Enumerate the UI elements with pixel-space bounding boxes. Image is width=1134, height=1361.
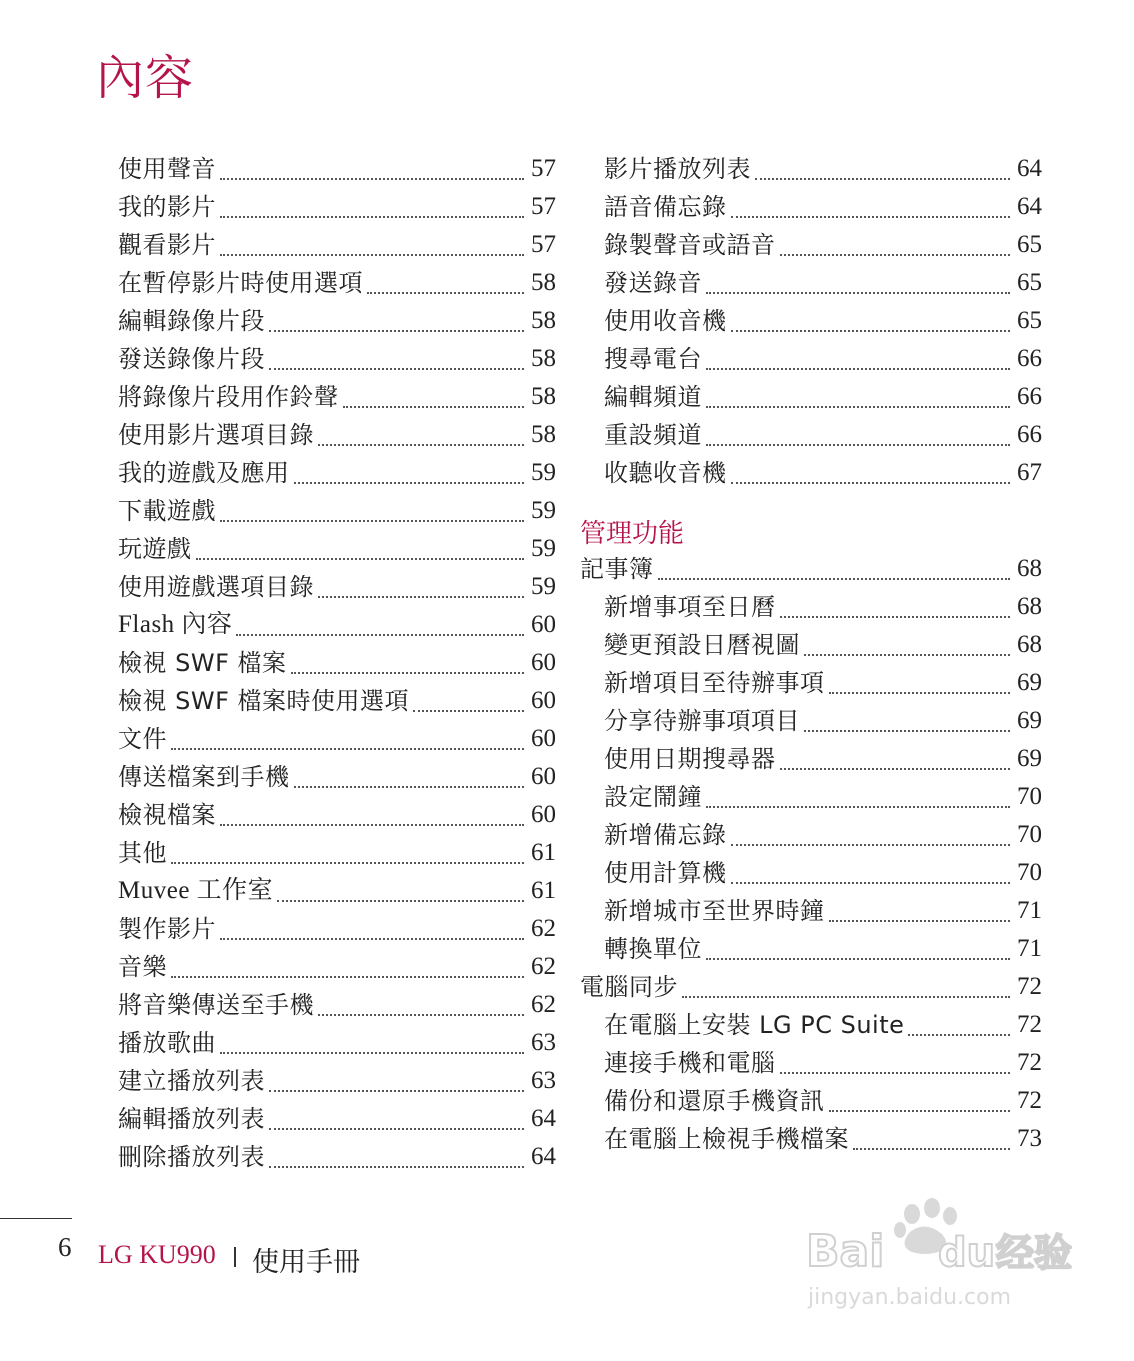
toc-entry-label: 錄製聲音或語音 xyxy=(604,231,776,259)
toc-entry xyxy=(118,1138,556,1176)
toc-entry xyxy=(580,854,1042,892)
toc-entry-label: 將錄像片段用作鈴聲 xyxy=(118,383,339,411)
toc-entry-page: 65 xyxy=(1017,269,1042,296)
toc-dot-leader xyxy=(755,177,1010,180)
toc-entry xyxy=(580,550,1042,588)
toc-entry xyxy=(580,740,1042,778)
toc-entry-page: 72 xyxy=(1017,1011,1042,1038)
svg-text:Bai: Bai xyxy=(806,1226,885,1277)
toc-entry-label: 新增備忘錄 xyxy=(604,821,727,849)
toc-dot-leader xyxy=(731,881,1011,884)
toc-entry-label: 在電腦上檢視手機檔案 xyxy=(604,1125,849,1153)
toc-entry-label: 將音樂傳送至手機 xyxy=(118,991,314,1019)
toc-entry-label: Muvee 工作室 xyxy=(118,877,274,904)
toc-entry-label: 搜尋電台 xyxy=(604,345,702,373)
toc-dot-leader xyxy=(269,367,524,370)
toc-entry-page: 69 xyxy=(1017,707,1042,734)
page-title: 內容 xyxy=(96,50,195,106)
toc-dot-leader xyxy=(367,291,524,294)
toc-entry xyxy=(580,1044,1042,1082)
toc-entry xyxy=(580,1120,1042,1158)
toc-entry xyxy=(580,930,1042,968)
footer-page-number: 6 xyxy=(58,1232,72,1262)
toc-dot-leader xyxy=(413,709,524,712)
toc-entry-page: 66 xyxy=(1017,421,1042,448)
toc-entry-label: 使用聲音 xyxy=(118,155,216,183)
toc-entry-label: 重設頻道 xyxy=(604,421,702,449)
toc-dot-leader xyxy=(343,405,525,408)
toc-entry-label: 編輯錄像片段 xyxy=(118,307,265,335)
toc-entry-page: 57 xyxy=(531,193,556,220)
toc-entry-label: 傳送檔案到手機 xyxy=(118,763,290,791)
toc-entry-page: 72 xyxy=(1017,1049,1042,1076)
toc-entry-page: 60 xyxy=(531,687,556,714)
toc-entry xyxy=(580,968,1042,1006)
toc-entry xyxy=(580,302,1042,340)
toc-dot-leader xyxy=(318,443,524,446)
toc-entry-label: 刪除播放列表 xyxy=(118,1143,265,1171)
toc-entry-label: 製作影片 xyxy=(118,915,216,943)
toc-entry-page: 58 xyxy=(531,421,556,448)
toc-entry xyxy=(118,682,556,720)
svg-text:jingyan.baidu.com: jingyan.baidu.com xyxy=(808,1285,1012,1310)
toc-dot-leader xyxy=(731,329,1011,332)
toc-entry-label: Flash 內容 xyxy=(118,611,233,638)
toc-entry-label: 新增城市至世界時鐘 xyxy=(604,897,825,925)
toc-entry-page: 58 xyxy=(531,383,556,410)
toc-dot-leader xyxy=(220,1051,524,1054)
toc-entry xyxy=(118,910,556,948)
toc-dot-leader xyxy=(706,957,1010,960)
toc-dot-leader xyxy=(682,995,1010,998)
toc-entry-page: 73 xyxy=(1017,1125,1042,1152)
toc-dot-leader xyxy=(829,1109,1011,1112)
toc-entry-label: 發送錄像片段 xyxy=(118,345,265,373)
toc-entry-page: 72 xyxy=(1017,1087,1042,1114)
toc-dot-leader xyxy=(780,1071,1011,1074)
svg-text:du: du xyxy=(938,1230,996,1276)
toc-entry xyxy=(118,378,556,416)
toc-dot-leader xyxy=(277,899,524,902)
toc-entry-label: 在電腦上安裝 LG PC Suite xyxy=(604,1011,905,1039)
toc-entry xyxy=(118,226,556,264)
toc-right-column xyxy=(580,150,1042,1158)
toc-entry xyxy=(118,568,556,606)
toc-dot-leader xyxy=(269,1089,524,1092)
toc-dot-leader xyxy=(291,671,524,674)
toc-entry-label: 新增事項至日曆 xyxy=(604,593,776,621)
toc-entry-label: 觀看影片 xyxy=(118,231,216,259)
toc-dot-leader xyxy=(220,823,524,826)
toc-dot-leader xyxy=(706,443,1010,446)
toc-entry-page: 61 xyxy=(531,877,556,904)
toc-entry-page: 67 xyxy=(1017,459,1042,486)
baidu-paw-icon xyxy=(800,1196,1100,1316)
toc-entry-page: 59 xyxy=(531,459,556,486)
toc-entry-page: 59 xyxy=(531,497,556,524)
toc-entry-page: 72 xyxy=(1017,973,1042,1000)
toc-entry-label: 其他 xyxy=(118,839,167,867)
toc-entry-label: 玩遊戲 xyxy=(118,535,192,563)
toc-entry-page: 66 xyxy=(1017,345,1042,372)
toc-entry xyxy=(580,664,1042,702)
toc-entry-label: 分享待辦事項項目 xyxy=(604,707,800,735)
toc-entry-label: 記事簿 xyxy=(580,555,654,583)
toc-entry-label: 轉換單位 xyxy=(604,935,702,963)
toc-entry-page: 60 xyxy=(531,763,556,790)
toc-entry-page: 64 xyxy=(1017,193,1042,220)
toc-entry xyxy=(580,1082,1042,1120)
toc-entry-page: 61 xyxy=(531,839,556,866)
toc-entry xyxy=(118,492,556,530)
toc-entry xyxy=(118,948,556,986)
toc-entry-page: 70 xyxy=(1017,859,1042,886)
toc-entry-page: 68 xyxy=(1017,593,1042,620)
toc-entry-label: 編輯播放列表 xyxy=(118,1105,265,1133)
toc-entry-label: 我的影片 xyxy=(118,193,216,221)
toc-dot-leader xyxy=(269,1165,524,1168)
toc-entry xyxy=(580,226,1042,264)
toc-entry xyxy=(118,1024,556,1062)
toc-entry-label: 設定鬧鐘 xyxy=(604,783,702,811)
toc-entry-page: 59 xyxy=(531,573,556,600)
toc-entry-page: 68 xyxy=(1017,631,1042,658)
toc-entry-label: 在暫停影片時使用選項 xyxy=(118,269,363,297)
footer-model: LG KU990 xyxy=(98,1240,216,1269)
toc-dot-leader xyxy=(829,691,1011,694)
toc-dot-leader xyxy=(706,367,1010,370)
toc-entry xyxy=(118,264,556,302)
toc-entry xyxy=(118,416,556,454)
toc-entry-label: 使用收音機 xyxy=(604,307,727,335)
baidu-watermark-logo xyxy=(800,1196,1100,1316)
toc-entry-page: 59 xyxy=(531,535,556,562)
toc-entry-label: 發送錄音 xyxy=(604,269,702,297)
toc-dot-leader xyxy=(220,519,524,522)
toc-dot-leader xyxy=(220,215,524,218)
toc-entry-page: 63 xyxy=(531,1029,556,1056)
toc-entry xyxy=(580,416,1042,454)
toc-entry-label: 收聽收音機 xyxy=(604,459,727,487)
toc-entry xyxy=(118,530,556,568)
toc-entry xyxy=(580,816,1042,854)
toc-entry-label: 播放歌曲 xyxy=(118,1029,216,1057)
toc-entry-page: 69 xyxy=(1017,745,1042,772)
toc-dot-leader xyxy=(804,653,1010,656)
toc-entry xyxy=(580,588,1042,626)
toc-entry-page: 57 xyxy=(531,155,556,182)
toc-entry-page: 64 xyxy=(1017,155,1042,182)
toc-entry xyxy=(118,340,556,378)
toc-dot-leader xyxy=(706,291,1010,294)
toc-dot-leader xyxy=(853,1147,1010,1150)
toc-dot-leader xyxy=(780,615,1011,618)
toc-entry xyxy=(118,1100,556,1138)
toc-entry-label: 連接手機和電腦 xyxy=(604,1049,776,1077)
toc-entry xyxy=(580,892,1042,930)
toc-entry-page: 63 xyxy=(531,1067,556,1094)
toc-entry xyxy=(118,606,556,644)
toc-entry xyxy=(118,302,556,340)
toc-entry-page: 60 xyxy=(531,801,556,828)
svg-text:经验: 经验 xyxy=(996,1231,1073,1275)
toc-dot-leader xyxy=(269,1127,524,1130)
toc-dot-leader xyxy=(706,805,1010,808)
footer-rule xyxy=(0,1218,72,1219)
toc-entry-label: 音樂 xyxy=(118,953,167,981)
toc-dot-leader xyxy=(706,405,1010,408)
toc-entry-label: 使用計算機 xyxy=(604,859,727,887)
toc-dot-leader xyxy=(196,557,525,560)
toc-entry xyxy=(118,1062,556,1100)
toc-right-bottom-group xyxy=(580,550,1042,1158)
toc-entry-page: 69 xyxy=(1017,669,1042,696)
toc-dot-leader xyxy=(780,767,1011,770)
toc-entry xyxy=(118,454,556,492)
toc-entry-page: 65 xyxy=(1017,307,1042,334)
toc-entry xyxy=(580,454,1042,492)
toc-dot-leader xyxy=(236,633,524,636)
toc-entry-page: 70 xyxy=(1017,783,1042,810)
toc-entry-page: 58 xyxy=(531,307,556,334)
toc-entry xyxy=(580,778,1042,816)
toc-right-top-group xyxy=(580,150,1042,492)
toc-dot-leader xyxy=(171,975,524,978)
toc-entry xyxy=(118,834,556,872)
toc-entry-page: 71 xyxy=(1017,935,1042,962)
toc-entry xyxy=(118,188,556,226)
toc-dot-leader xyxy=(780,253,1011,256)
toc-dot-leader xyxy=(731,215,1011,218)
toc-entry-label: 新增項目至待辦事項 xyxy=(604,669,825,697)
toc-entry-page: 60 xyxy=(531,611,556,638)
toc-dot-leader xyxy=(731,481,1011,484)
toc-entry-page: 58 xyxy=(531,269,556,296)
toc-entry xyxy=(118,150,556,188)
toc-entry-label: 電腦同步 xyxy=(580,973,678,1001)
toc-dot-leader xyxy=(318,1013,524,1016)
toc-entry-page: 60 xyxy=(531,725,556,752)
toc-entry xyxy=(580,188,1042,226)
toc-dot-leader xyxy=(294,481,525,484)
toc-dot-leader xyxy=(318,595,524,598)
footer-manual: 使用手冊 xyxy=(252,1247,360,1278)
footer-separator xyxy=(234,1247,236,1267)
toc-entry-page: 62 xyxy=(531,991,556,1018)
toc-dot-leader xyxy=(804,729,1010,732)
toc-entry xyxy=(118,758,556,796)
toc-entry xyxy=(580,264,1042,302)
toc-entry-page: 64 xyxy=(531,1105,556,1132)
toc-entry xyxy=(580,1006,1042,1044)
toc-entry-page: 64 xyxy=(531,1143,556,1170)
toc-dot-leader xyxy=(658,577,1011,580)
toc-entry-label: 檢視 SWF 檔案時使用選項 xyxy=(118,687,410,715)
toc-dot-leader xyxy=(220,253,524,256)
toc-entry-page: 62 xyxy=(531,915,556,942)
toc-entry-label: 變更預設日曆視圖 xyxy=(604,631,800,659)
toc-dot-leader xyxy=(171,747,524,750)
toc-entry xyxy=(580,626,1042,664)
toc-entry-label: 編輯頻道 xyxy=(604,383,702,411)
toc-entry-page: 58 xyxy=(531,345,556,372)
toc-entry xyxy=(118,644,556,682)
toc-entry-label: 文件 xyxy=(118,725,167,753)
toc-dot-leader xyxy=(908,1033,1010,1036)
toc-entry-page: 68 xyxy=(1017,555,1042,582)
toc-entry xyxy=(580,702,1042,740)
toc-dot-leader xyxy=(294,785,525,788)
toc-entry-label: 我的遊戲及應用 xyxy=(118,459,290,487)
toc-entry-page: 70 xyxy=(1017,821,1042,848)
toc-dot-leader xyxy=(220,937,524,940)
toc-entry-label: 建立播放列表 xyxy=(118,1067,265,1095)
toc-entry-label: 下載遊戲 xyxy=(118,497,216,525)
toc-entry xyxy=(580,378,1042,416)
toc-dot-leader xyxy=(220,177,524,180)
toc-dot-leader xyxy=(731,843,1011,846)
toc-entry xyxy=(580,150,1042,188)
toc-entry-label: 使用影片選項目錄 xyxy=(118,421,314,449)
toc-left-column xyxy=(118,150,556,1176)
toc-entry-page: 60 xyxy=(531,649,556,676)
toc-dot-leader xyxy=(269,329,524,332)
toc-entry xyxy=(118,986,556,1024)
toc-dot-leader xyxy=(171,861,524,864)
toc-entry xyxy=(118,872,556,910)
toc-entry xyxy=(118,720,556,758)
toc-entry-label: 影片播放列表 xyxy=(604,155,751,183)
toc-entry-label: 備份和還原手機資訊 xyxy=(604,1087,825,1115)
toc-entry-label: 語音備忘錄 xyxy=(604,193,727,221)
toc-entry-page: 65 xyxy=(1017,231,1042,258)
section-heading: 管理功能 xyxy=(580,518,685,549)
toc-entry-page: 62 xyxy=(531,953,556,980)
toc-entry-label: 檢視 SWF 檔案 xyxy=(118,649,287,677)
toc-entry-page: 57 xyxy=(531,231,556,258)
toc-entry-page: 71 xyxy=(1017,897,1042,924)
toc-entry-label: 使用日期搜尋器 xyxy=(604,745,776,773)
toc-entry-page: 66 xyxy=(1017,383,1042,410)
toc-entry-label: 使用遊戲選項目錄 xyxy=(118,573,314,601)
toc-entry xyxy=(118,796,556,834)
toc-entry-label: 檢視檔案 xyxy=(118,801,216,829)
toc-entry xyxy=(580,340,1042,378)
toc-dot-leader xyxy=(829,919,1011,922)
